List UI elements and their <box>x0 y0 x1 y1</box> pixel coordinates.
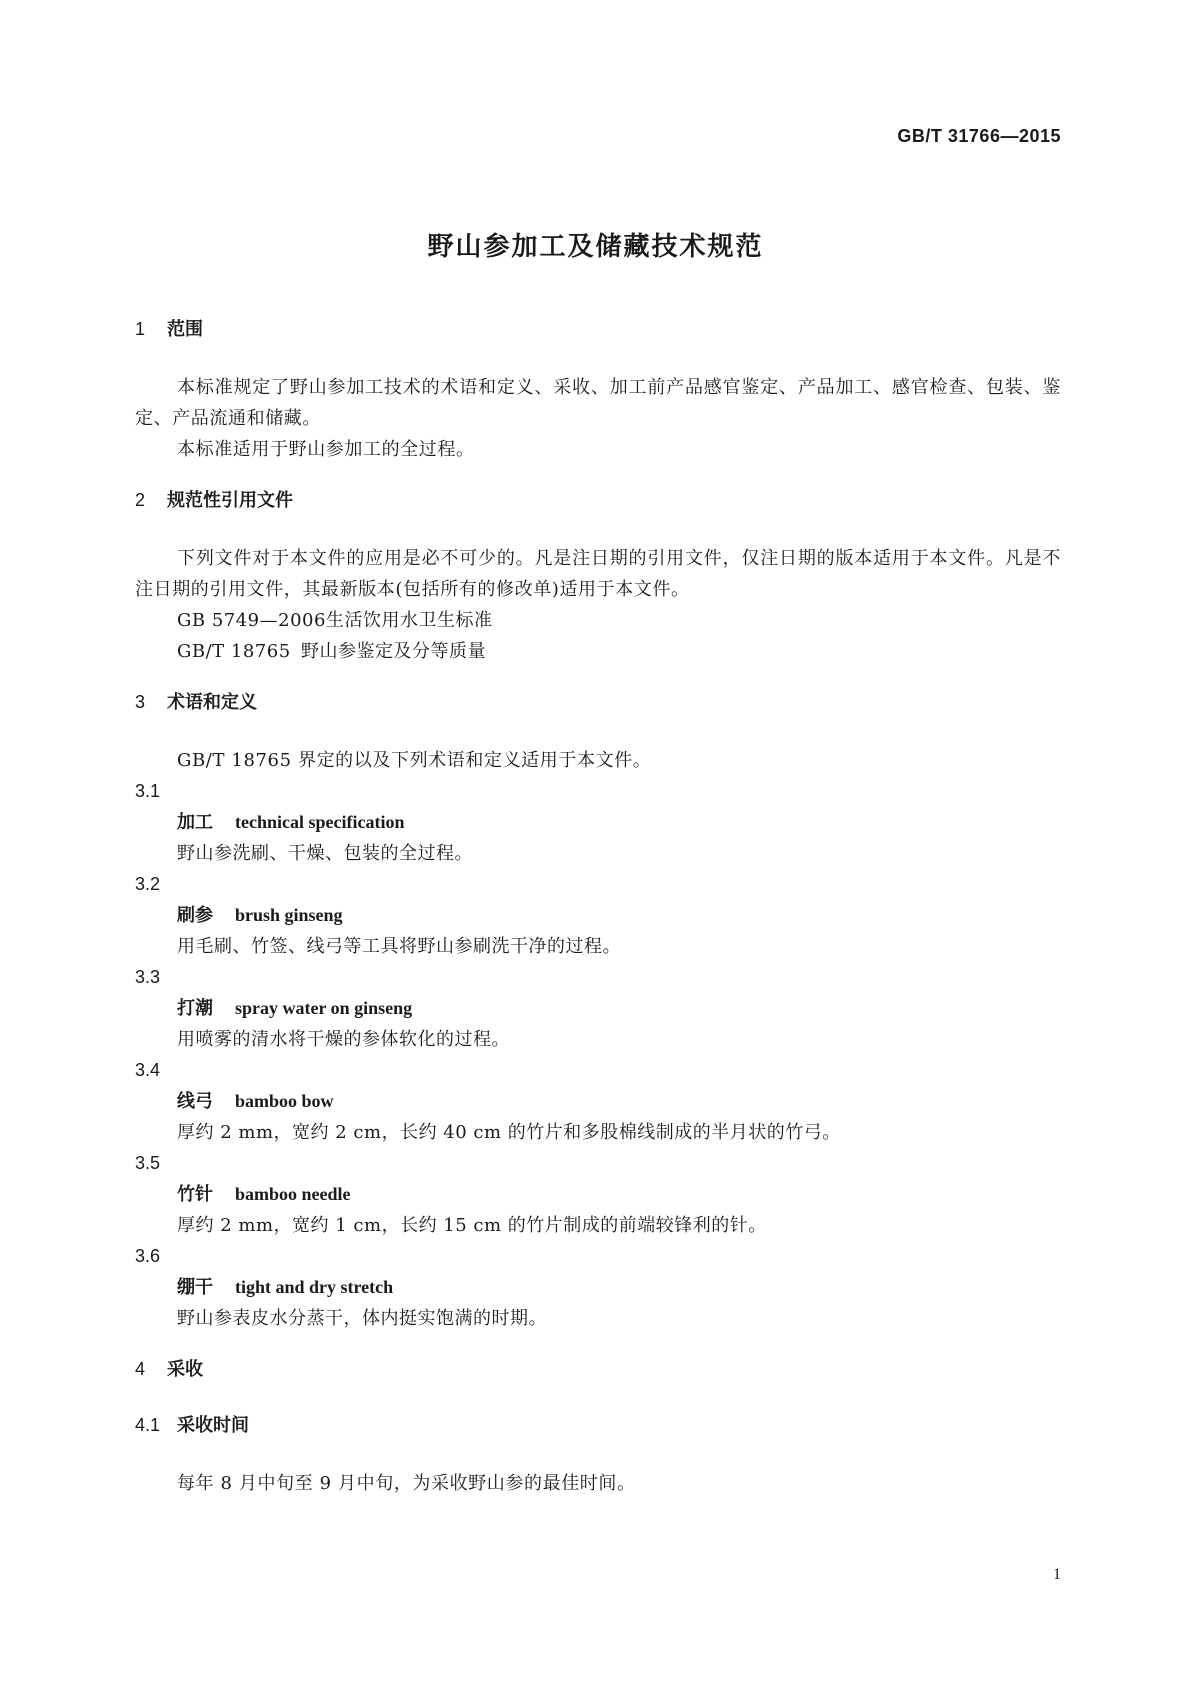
term-entry <box>135 869 1061 962</box>
term-definition: 野山参洗刷、干燥、包装的全过程。 <box>177 843 473 864</box>
term-name-zh: 绷干 <box>177 1277 213 1298</box>
term-entry <box>135 1055 1061 1148</box>
term-name-zh: 刷参 <box>177 905 213 926</box>
document-title: 野山参加工及储藏技术规范 <box>427 232 764 262</box>
term-definition: 用喷雾的清水将干燥的参体软化的过程。 <box>177 1029 510 1050</box>
page-number: 1 <box>1053 1566 1061 1583</box>
section-heading-terms <box>135 689 1061 715</box>
term-name <box>135 993 1061 1024</box>
section-title: 范围 <box>167 319 203 340</box>
harvest-time-paragraph: 每年 8 月中旬至 9 月中旬，为采收野山参的最佳时间。 <box>177 1473 636 1494</box>
term-definition: 野山参表皮水分蒸干，体内挺实饱满的时期。 <box>177 1308 547 1329</box>
section-title: 术语和定义 <box>167 692 257 713</box>
section-heading-normative-references <box>135 487 1061 513</box>
term-name <box>135 1179 1061 1210</box>
term-name-en: tight and dry stretch <box>235 1277 394 1297</box>
term-entry <box>135 776 1061 869</box>
term-name-zh: 加工 <box>177 812 213 833</box>
section-number: 1 <box>135 319 146 339</box>
section-title: 采收 <box>167 1359 203 1380</box>
reference-name: 野山参鉴定及分等质量 <box>301 641 486 662</box>
document-body <box>135 316 1061 1499</box>
term-entry <box>135 962 1061 1055</box>
section-title: 规范性引用文件 <box>167 490 293 511</box>
term-definition: 厚约 2 mm，宽约 1 cm，长约 15 cm 的竹片制成的前端较锋利的针。 <box>177 1215 767 1236</box>
term-definition: 厚约 2 mm，宽约 2 cm，长约 40 cm 的竹片和多股棉线制成的半月状的竹弓。 <box>177 1122 841 1143</box>
term-number: 3.4 <box>135 1060 161 1080</box>
term-name <box>135 1272 1061 1303</box>
term-name-zh: 线弓 <box>177 1091 213 1112</box>
term-number: 3.3 <box>135 967 161 987</box>
term-name-en: technical specification <box>235 812 405 832</box>
reference-item <box>135 636 1061 667</box>
term-number: 3.2 <box>135 874 161 894</box>
section-number: 2 <box>135 490 146 510</box>
scope-paragraph-1: 本标准规定了野山参加工技术的术语和定义、采收、加工前产品感官鉴定、产品加工、感官检查、包装、鉴定、产品流通和储藏。 <box>135 377 1061 429</box>
reference-name: 生活饮用水卫生标准 <box>325 610 493 631</box>
subsection-number: 4.1 <box>135 1415 161 1435</box>
reference-code: GB/T 18765 <box>177 641 291 662</box>
scope-paragraph-2: 本标准适用于野山参加工的全过程。 <box>177 439 475 460</box>
term-name-en: spray water on ginseng <box>235 998 413 1018</box>
section-heading-harvest <box>135 1356 1061 1382</box>
reference-code: GB 5749—2006 <box>177 610 326 631</box>
term-number: 3.6 <box>135 1246 161 1266</box>
section-number: 4 <box>135 1359 146 1379</box>
term-name-zh: 打潮 <box>177 998 213 1019</box>
reference-item <box>135 605 1061 636</box>
term-name-en: brush ginseng <box>235 905 343 925</box>
subsection-title: 采收时间 <box>177 1415 249 1436</box>
term-definition: 用毛刷、竹签、线弓等工具将野山参刷洗干净的过程。 <box>177 936 621 957</box>
term-name <box>135 807 1061 838</box>
term-name <box>135 1086 1061 1117</box>
term-entry <box>135 1241 1061 1334</box>
section-number: 3 <box>135 692 146 712</box>
terms-intro-paragraph: GB/T 18765 界定的以及下列术语和定义适用于本文件。 <box>177 750 652 771</box>
subsection-heading-harvest-time <box>135 1412 1061 1438</box>
section-heading-scope <box>135 316 1061 342</box>
term-name <box>135 900 1061 931</box>
term-number: 3.1 <box>135 781 161 801</box>
term-name-en: bamboo bow <box>235 1091 334 1111</box>
term-entry <box>135 1148 1061 1241</box>
standard-code: GB/T 31766—2015 <box>897 126 1061 146</box>
term-number: 3.5 <box>135 1153 161 1173</box>
term-name-zh: 竹针 <box>177 1184 213 1205</box>
term-name-en: bamboo needle <box>235 1184 351 1204</box>
references-paragraph: 下列文件对于本文件的应用是必不可少的。凡是注日期的引用文件，仅注日期的版本适用于本文件。凡是不注日期的引用文件，其最新版本(包括所有的修改单)适用于本文件。 <box>135 548 1061 600</box>
